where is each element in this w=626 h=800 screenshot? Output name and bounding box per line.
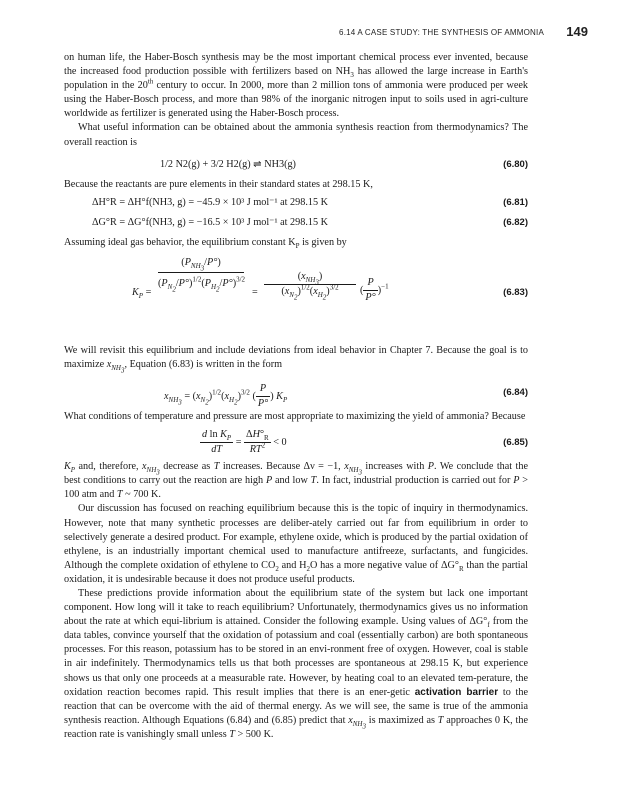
- equation-6-80: [64, 154, 528, 178]
- paragraph-3: Because the reactants are pure elements in their standard states at 298.15 K,: [64, 178, 373, 190]
- eq-number: (6.82): [503, 216, 528, 228]
- eq-number: (6.84): [503, 387, 528, 399]
- paragraph-2: What useful information can be obtained about the ammonia synthesis reaction from thermodynamics? The overall reaction is: [64, 122, 528, 148]
- paragraph-9: These predictions provide information about the equilibrium state of the system but lack one important component. How long will it take to reach equilibrium? Unfortunately, thermodynamics gives us no information about the rate at which equi-librium is attained. Consider the following example. Using values of $\Delta G^\circ_f$ from the data tables, convince yourself that the oxidation of potassium and coal (essentially carbon) are both spontaneous processes. For this reason, potassium has to be stored in an envi-ronment free of oxygen. However, coal is stable in air indefinitely. Thermodynamics tells us that both processes are spontaneous at 298.15 K, but experience shows us that only one proceeds at a measurable rate. However, by heating coal to an elevated tem-perature, the oxidation reaction becomes rapid. This result implies that there is an ener-getic activation barrier to the reaction that can be overcome with the aid of thermal energy. As we will see, the same is true of the ammonia synthesis reaction. Although Equations (6.84) and (6.85) predict that $x_{NH_3}$ is maximized as T approaches 0 K, the reaction rate is vanishingly small unless T > 500 K.: [64, 587, 529, 740]
- eq-number: (6.81): [503, 196, 528, 208]
- eq-number: (6.85): [503, 437, 528, 449]
- equation-6-82: ΔG°R = ΔG°f(NH3, g) = −16.5 × 10³ J mol⁻¹ at 298.15 K (6.82): [64, 216, 528, 236]
- activation-barrier-term: activation barrier: [414, 686, 499, 698]
- page-body: [64, 51, 528, 742]
- eq-6-83-fraction-right: $(x_{NH_3})$ $(x_{N_2})^{1/2}(x_{H_2})^{3/2}$: [264, 270, 356, 299]
- equation-6-83: $K_P$ = $(P_{NH_3}/P^\circ)$ $(P_{N_2}/P^\circ)^{1/2}(P_{H_2}/P^\circ)^{3/2}$ = $(x_{NH_3})$ $(x_{N_2})^{1/2}(x_{H_2})^{3/2}$ ( $\frac{P}{P^\circ}$ )$^{-1}$ (6.83): [132, 256, 528, 303]
- paragraph-7: $K_P$ and, therefore, $x_{NH_3}$ decrease as T increases. Because Δν = −1, $x_{NH_3}$ increases with P. We conclude that the best conditions to carry out the reaction are high P and low T. In fact, industrial production is carried out for P > 100 atm and T ~ 700 K.: [64, 461, 528, 501]
- paragraph-1: on human life, the Haber-Bosch synthesis may be the most important chemical process ever invented, because the increased food production possible with fertilizers based on $NH_3$ has allowed the large increase in Earth's population in the 20th century to occur. In 2000, more than 2 million tons of ammonia were produced per week using the Haber-Bosch process, and more than 98% of the inorganic nitrogen input to soils used in agri-culture worldwide as fertilizer is generated using the Haber-Bosch process.: [64, 52, 528, 120]
- paragraph-8: Our discussion has focused on reaching equilibrium because this is the topic of inquiry in thermodynamics. However, note that many synthetic processes are deliber-ately carried out far from equilibrium in order to selectively generate a desired product. For example, ethylene oxide, which is produced by the partial oxidation of ethylene, is an industrially important chemical used to manufacture antifreeze, surfactants, and fungicides. Although the complete oxidation of ethylene to $CO_2$ and $H_2O$ has a more negative value of $\Delta G^\circ_R$ than the partial oxidation, it is undesirable because it does not produce useful products.: [64, 503, 528, 585]
- eq-6-83-fraction-left: $(P_{NH_3}/P^\circ)$ $(P_{N_2}/P^\circ)^{1/2}(P_{H_2}/P^\circ)^{3/2}$: [158, 256, 246, 294]
- paragraph-6: What conditions of temperature and pressure are most appropriate to maximizing the yield of ammonia? Because: [64, 411, 526, 423]
- paragraph-4: Assuming ideal gas behavior, the equilibrium constant $K_P$ is given by: [64, 236, 347, 250]
- equation-6-84: $x_{NH_3} = (x_{N_2})^{1/2}(x_{H_2})^{3/2}$ ( $\frac{P}{P^\circ}$ ) $K_P$ (6.84): [164, 383, 528, 410]
- eq-6-80-body: 1/2 N2(g) + 3/2 H2(g) ⇌ NH3(g): [160, 158, 296, 170]
- eq-number: (6.83): [503, 286, 528, 298]
- equation-6-81: ΔH°R = ΔH°f(NH3, g) = −45.9 × 10³ J mol⁻¹ at 298.15 K (6.81): [64, 196, 528, 216]
- section-title: 6.14 A CASE STUDY: THE SYNTHESIS OF AMMONIA: [339, 28, 544, 37]
- paragraph-5: We will revisit this equilibrium and include deviations from ideal behavior in Chapter 7. Because the goal is to maximize $x_{NH_3}$, Equation (6.83) is written in the form: [64, 344, 528, 375]
- equation-6-85: $\frac{d \ln K_P}{dT}$ = $\frac{\Delta H^\circ_R}{RT^2}$ < 0 (6.85): [202, 429, 528, 456]
- eq-number: (6.80): [503, 158, 528, 170]
- running-header: [66, 26, 588, 40]
- page-number: 149: [566, 24, 588, 39]
